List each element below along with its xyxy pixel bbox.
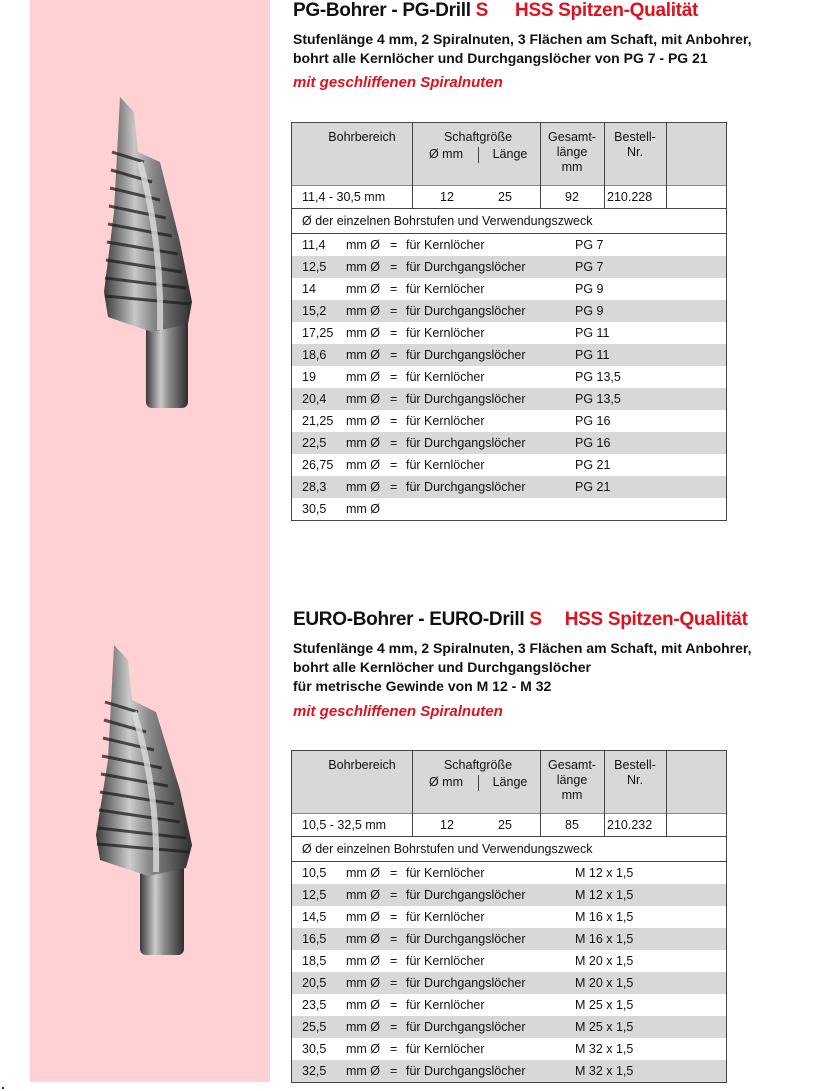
euro-length: 25 [498, 818, 512, 832]
euro-steps-note: Ø der einzelnen Bohrstufen und Verwendungszweck [292, 836, 726, 862]
step-unit: mm Ø [346, 976, 381, 990]
step-equals: = [390, 370, 398, 384]
step-equals: = [390, 326, 398, 340]
step-equals: = [390, 304, 398, 318]
step-unit: mm Ø [346, 348, 381, 362]
step-thread: PG 21 [575, 480, 611, 494]
step-diameter: 10,5 [302, 866, 327, 880]
step-equals: = [390, 348, 398, 362]
step-row [292, 906, 726, 928]
header-bohrbereich: Bohrbereich [328, 130, 396, 144]
step-unit: mm Ø [346, 1020, 381, 1034]
step-unit: mm Ø [346, 414, 381, 428]
step-unit: mm Ø [346, 888, 381, 902]
header-gesamt [540, 758, 604, 803]
header-laenge: Länge [492, 147, 528, 161]
header-bestell-2: Nr. [627, 145, 643, 159]
header-bestell-1: Bestell- [614, 758, 656, 772]
step-thread: PG 9 [575, 304, 604, 318]
step-row [292, 1038, 726, 1060]
pg-description [293, 30, 751, 68]
step-purpose: für Durchgangslöcher [406, 932, 526, 946]
step-diameter: 12,5 [302, 260, 327, 274]
step-equals: = [390, 888, 398, 902]
header-gesamt-3: mm [561, 160, 583, 174]
step-unit: mm Ø [346, 458, 381, 472]
step-diameter: 18,5 [302, 954, 327, 968]
step-thread: M 12 x 1,5 [575, 888, 634, 902]
step-thread: PG 16 [575, 414, 611, 428]
pg-drill-image [100, 92, 210, 412]
step-row [292, 388, 726, 410]
pg-desc-line-2: bohrt alle Kernlöcher und Durchgangslöcher von PG 7 - PG 21 [293, 50, 708, 66]
step-unit: mm Ø [346, 238, 381, 252]
step-equals: = [390, 866, 398, 880]
step-equals: = [390, 260, 398, 274]
header-laenge: Länge [492, 775, 528, 789]
pg-desc-line-1: Stufenlänge 4 mm, 2 Spiralnuten, 3 Flächen am Schaft, mit Anbohrer, [293, 31, 752, 47]
step-purpose: für Durchgangslöcher [406, 1020, 526, 1034]
step-thread: PG 7 [575, 260, 604, 274]
pg-table-header [292, 123, 726, 185]
step-unit: mm Ø [346, 304, 381, 318]
step-row [292, 278, 726, 300]
euro-order-number: 210.232 [607, 818, 653, 832]
step-diameter: 28,3 [302, 480, 327, 494]
step-equals: = [390, 1042, 398, 1056]
step-purpose: für Durchgangslöcher [406, 1064, 526, 1078]
euro-range: 10,5 - 32,5 mm [302, 818, 387, 832]
step-purpose: für Kernlöcher [406, 458, 485, 472]
pg-title [293, 0, 698, 22]
step-diameter: 21,25 [302, 414, 334, 428]
step-unit: mm Ø [346, 866, 381, 880]
euro-desc-line-3: für metrische Gewinde von M 12 - M 32 [293, 678, 552, 694]
header-gesamt-3: mm [561, 788, 583, 802]
step-equals: = [390, 480, 398, 494]
step-unit: mm Ø [346, 502, 381, 516]
step-purpose: für Kernlöcher [406, 414, 485, 428]
step-equals: = [390, 954, 398, 968]
step-unit: mm Ø [346, 392, 381, 406]
header-bestell [604, 758, 666, 788]
step-purpose: für Durchgangslöcher [406, 348, 526, 362]
step-row [292, 344, 726, 366]
step-thread: M 20 x 1,5 [575, 976, 634, 990]
step-unit: mm Ø [346, 1064, 381, 1078]
header-bestell-2: Nr. [627, 773, 643, 787]
step-diameter: 17,25 [302, 326, 334, 340]
step-diameter: 12,5 [302, 888, 327, 902]
euro-title-s: S [529, 609, 542, 630]
step-diameter: 30,5 [302, 1042, 327, 1056]
pg-range: 11,4 - 30,5 mm [302, 190, 386, 204]
euro-steps-list [292, 862, 726, 1082]
step-row [292, 498, 726, 520]
page-mark [2, 1087, 4, 1089]
pg-shaft: 12 [440, 190, 454, 204]
step-purpose: für Kernlöcher [406, 954, 485, 968]
pg-steps-list [292, 234, 726, 520]
step-diameter: 16,5 [302, 932, 327, 946]
step-diameter: 30,5 [302, 502, 327, 516]
header-schaft-d: Ø mm [428, 775, 464, 789]
step-row [292, 994, 726, 1016]
step-unit: mm Ø [346, 480, 381, 494]
step-equals: = [390, 458, 398, 472]
step-unit: mm Ø [346, 436, 381, 450]
step-purpose: für Kernlöcher [406, 370, 485, 384]
pg-length: 25 [498, 190, 512, 204]
header-schaft: Schaftgröße [443, 758, 513, 772]
step-thread: PG 13,5 [575, 392, 621, 406]
step-purpose: für Durchgangslöcher [406, 304, 526, 318]
step-diameter: 20,5 [302, 976, 327, 990]
step-thread: M 16 x 1,5 [575, 932, 634, 946]
step-equals: = [390, 932, 398, 946]
step-diameter: 15,2 [302, 304, 327, 318]
euro-title [293, 609, 748, 631]
step-purpose: für Kernlöcher [406, 238, 485, 252]
step-unit: mm Ø [346, 1042, 381, 1056]
header-gesamt [540, 130, 604, 175]
step-diameter: 25,5 [302, 1020, 327, 1034]
pg-table [291, 122, 727, 521]
step-equals: = [390, 910, 398, 924]
step-purpose: für Kernlöcher [406, 1042, 485, 1056]
step-row [292, 454, 726, 476]
step-equals: = [390, 1064, 398, 1078]
step-equals: = [390, 282, 398, 296]
step-row [292, 300, 726, 322]
step-row [292, 256, 726, 278]
step-purpose: für Kernlöcher [406, 282, 485, 296]
header-bestell [604, 130, 666, 160]
step-thread: PG 13,5 [575, 370, 621, 384]
header-schaft-d: Ø mm [428, 147, 464, 161]
step-row [292, 322, 726, 344]
step-unit: mm Ø [346, 370, 381, 384]
step-unit: mm Ø [346, 954, 381, 968]
step-diameter: 26,75 [302, 458, 334, 472]
step-row [292, 410, 726, 432]
step-purpose: für Kernlöcher [406, 326, 485, 340]
step-unit: mm Ø [346, 932, 381, 946]
step-row [292, 884, 726, 906]
step-thread: M 16 x 1,5 [575, 910, 634, 924]
step-diameter: 11,4 [302, 238, 326, 252]
step-purpose: für Durchgangslöcher [406, 480, 526, 494]
step-thread: PG 9 [575, 282, 604, 296]
pg-title-s: S [475, 0, 489, 21]
header-gesamt-2: länge [556, 773, 588, 787]
step-diameter: 19 [302, 370, 316, 384]
header-gesamt-1: Gesamt- [548, 130, 596, 144]
euro-total: 85 [565, 818, 579, 832]
step-thread: M 25 x 1,5 [575, 1020, 634, 1034]
euro-desc-line-2: bohrt alle Kernlöcher und Durchgangslöcher [293, 659, 591, 675]
step-diameter: 18,6 [302, 348, 327, 362]
step-unit: mm Ø [346, 282, 381, 296]
pg-title-main: PG-Bohrer - PG-Drill [293, 0, 471, 21]
pg-total: 92 [565, 190, 579, 204]
step-row [292, 972, 726, 994]
step-diameter: 20,4 [302, 392, 327, 406]
step-purpose: für Durchgangslöcher [406, 392, 526, 406]
step-row [292, 476, 726, 498]
step-thread: M 32 x 1,5 [575, 1042, 634, 1056]
step-equals: = [390, 1020, 398, 1034]
step-thread: M 32 x 1,5 [575, 1064, 634, 1078]
step-diameter: 23,5 [302, 998, 327, 1012]
step-thread: M 20 x 1,5 [575, 954, 634, 968]
euro-shaft: 12 [440, 818, 454, 832]
step-row [292, 432, 726, 454]
step-purpose: für Kernlöcher [406, 998, 485, 1012]
euro-table [291, 750, 727, 1083]
step-thread: PG 16 [575, 436, 611, 450]
euro-quality: HSS Spitzen-Qualität [564, 609, 748, 630]
euro-description [293, 639, 751, 696]
step-purpose: für Durchgangslöcher [406, 436, 526, 450]
euro-desc-line-1: Stufenlänge 4 mm, 2 Spiralnuten, 3 Flächen am Schaft, mit Anbohrer, [293, 640, 752, 656]
step-row [292, 1016, 726, 1038]
step-thread: M 25 x 1,5 [575, 998, 634, 1012]
step-purpose: für Durchgangslöcher [406, 976, 526, 990]
step-diameter: 32,5 [302, 1064, 327, 1078]
step-unit: mm Ø [346, 326, 381, 340]
step-row [292, 928, 726, 950]
step-unit: mm Ø [346, 910, 381, 924]
header-bestell-1: Bestell- [614, 130, 656, 144]
step-purpose: für Durchgangslöcher [406, 260, 526, 274]
step-purpose: für Durchgangslöcher [406, 888, 526, 902]
step-unit: mm Ø [346, 998, 381, 1012]
step-row [292, 862, 726, 884]
step-equals: = [390, 414, 398, 428]
step-equals: = [390, 238, 398, 252]
euro-drill-image [92, 640, 212, 960]
step-equals: = [390, 392, 398, 406]
step-equals: = [390, 436, 398, 450]
header-gesamt-2: länge [556, 145, 588, 159]
step-purpose: für Kernlöcher [406, 910, 485, 924]
step-thread: M 12 x 1,5 [575, 866, 634, 880]
step-diameter: 14 [302, 282, 316, 296]
pg-order-number: 210.228 [607, 190, 653, 204]
step-diameter: 22,5 [302, 436, 327, 450]
header-bohrbereich: Bohrbereich [328, 758, 396, 772]
step-equals: = [390, 998, 398, 1012]
step-thread: PG 7 [575, 238, 604, 252]
step-equals: = [390, 976, 398, 990]
step-row [292, 950, 726, 972]
euro-main-row [292, 813, 726, 836]
step-row [292, 366, 726, 388]
pg-ground-note: mit geschliffenen Spiralnuten [293, 74, 503, 91]
header-schaft: Schaftgröße [443, 130, 513, 144]
pg-main-row [292, 185, 726, 208]
step-unit: mm Ø [346, 260, 381, 274]
pg-quality: HSS Spitzen-Qualität [515, 0, 698, 21]
euro-ground-note: mit geschliffenen Spiralnuten [293, 703, 503, 720]
step-thread: PG 11 [575, 326, 610, 340]
euro-title-main: EURO-Bohrer - EURO-Drill [293, 609, 525, 630]
step-diameter: 14,5 [302, 910, 327, 924]
step-thread: PG 11 [575, 348, 610, 362]
euro-table-header [292, 751, 726, 813]
header-gesamt-1: Gesamt- [548, 758, 596, 772]
step-purpose: für Kernlöcher [406, 866, 485, 880]
step-thread: PG 21 [575, 458, 611, 472]
step-row [292, 234, 726, 256]
step-row [292, 1060, 726, 1082]
pg-steps-note: Ø der einzelnen Bohrstufen und Verwendungszweck [292, 208, 726, 234]
